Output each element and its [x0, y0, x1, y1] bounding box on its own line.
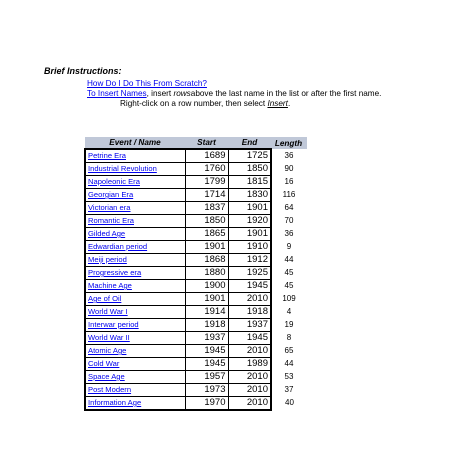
length-cell[interactable]: 116 — [282, 190, 296, 199]
start-cell[interactable]: 1945 — [185, 358, 228, 371]
header-start[interactable]: Start — [185, 137, 228, 149]
start-cell[interactable]: 1937 — [185, 332, 228, 345]
table-row — [85, 202, 307, 215]
event-name-link[interactable]: Edwardian period — [88, 242, 148, 251]
end-cell[interactable]: 1945 — [228, 332, 271, 345]
table-row — [85, 189, 307, 202]
event-name-cell[interactable] — [85, 345, 185, 358]
table-row — [85, 319, 307, 332]
length-cell[interactable]: 40 — [285, 398, 294, 408]
event-name-cell[interactable] — [85, 371, 185, 384]
table-row — [85, 163, 307, 176]
length-cell[interactable]: 8 — [286, 333, 292, 342]
length-cell[interactable]: 16 — [284, 177, 294, 186]
end-cell[interactable]: 1920 — [228, 215, 271, 228]
table-row — [85, 254, 307, 267]
event-name-link[interactable]: Age of Oil — [88, 294, 122, 303]
length-cell[interactable]: 36 — [284, 229, 294, 238]
length-cell[interactable]: 90 — [284, 164, 294, 173]
end-cell[interactable]: 2010 — [228, 345, 271, 358]
event-name-link[interactable]: Space Age — [88, 372, 125, 381]
event-name-cell[interactable] — [85, 397, 185, 411]
length-cell[interactable]: 19 — [284, 320, 294, 329]
start-cell[interactable]: 1760 — [185, 163, 228, 176]
table-row — [85, 371, 307, 384]
end-cell[interactable]: 1925 — [228, 267, 271, 280]
scratch-help-link[interactable]: How Do I Do This From Scratch? — [87, 79, 207, 88]
event-name-cell[interactable] — [85, 332, 185, 345]
start-cell[interactable]: 1945 — [185, 345, 228, 358]
end-cell[interactable]: 2010 — [228, 371, 271, 384]
table-row — [85, 293, 307, 306]
event-name-link[interactable]: Information Age — [88, 398, 142, 407]
event-name-link[interactable]: Industrial Revolution — [88, 164, 157, 173]
event-name-link[interactable]: Victorian era — [88, 203, 131, 212]
table-row — [85, 215, 307, 228]
table-row — [85, 397, 307, 411]
instructions-text: Right-click on a row number, then select — [120, 99, 268, 108]
table-row — [85, 306, 307, 319]
event-name-link[interactable]: Petrine Era — [88, 151, 126, 160]
instructions-line-2 — [87, 89, 381, 98]
start-cell[interactable]: 1970 — [185, 397, 228, 411]
event-name-cell[interactable] — [85, 149, 185, 163]
length-cell[interactable]: 109 — [282, 294, 296, 303]
start-cell[interactable]: 1837 — [185, 202, 228, 215]
start-cell[interactable]: 1880 — [185, 267, 228, 280]
instructions-text: above the last name in the list or after the first name. — [190, 89, 382, 98]
table-row — [85, 358, 307, 371]
event-name-cell[interactable] — [85, 202, 185, 215]
instructions-line-1 — [87, 79, 207, 88]
length-cell[interactable]: 4 — [286, 307, 292, 316]
table-row — [85, 332, 307, 345]
event-name-cell[interactable] — [85, 176, 185, 189]
start-cell[interactable]: 1973 — [185, 384, 228, 397]
length-cell[interactable]: 37 — [284, 385, 294, 394]
event-name-cell[interactable] — [85, 241, 185, 254]
start-cell[interactable]: 1914 — [185, 306, 228, 319]
end-cell[interactable]: 1937 — [228, 319, 271, 332]
end-cell[interactable]: 1901 — [228, 228, 271, 241]
event-name-cell[interactable] — [85, 280, 185, 293]
header-end[interactable]: End — [228, 137, 271, 149]
event-name-cell[interactable] — [85, 267, 185, 280]
end-cell[interactable]: 1901 — [228, 202, 271, 215]
event-name-link[interactable]: Atomic Age — [88, 346, 127, 355]
event-name-cell[interactable] — [85, 228, 185, 241]
length-cell[interactable]: 65 — [284, 346, 294, 355]
start-cell[interactable]: 1957 — [185, 371, 228, 384]
end-cell[interactable]: 1945 — [228, 280, 271, 293]
instructions-line-3 — [120, 99, 290, 108]
event-name-link[interactable]: Gilded Age — [88, 229, 126, 238]
rows-emphasis: rows — [173, 89, 191, 98]
end-cell[interactable]: 1989 — [228, 358, 271, 371]
length-cell[interactable]: 36 — [284, 150, 294, 160]
table-body — [85, 149, 307, 410]
end-cell[interactable]: 1912 — [228, 254, 271, 267]
length-cell[interactable]: 70 — [284, 216, 294, 225]
event-name-cell[interactable] — [85, 163, 185, 176]
length-cell[interactable]: 44 — [284, 255, 294, 264]
event-name-link[interactable]: Meiji period — [88, 255, 127, 264]
event-name-cell[interactable] — [85, 319, 185, 332]
length-cell[interactable]: 45 — [284, 281, 294, 290]
instructions-text: , insert — [146, 89, 174, 98]
start-cell[interactable]: 1714 — [185, 189, 228, 202]
length-cell[interactable]: 64 — [284, 203, 294, 212]
start-cell[interactable]: 1900 — [185, 280, 228, 293]
event-name-cell[interactable] — [85, 189, 185, 202]
instructions-text: . — [287, 99, 291, 108]
event-name-link[interactable]: Machine Age — [88, 281, 132, 290]
table-row — [85, 345, 307, 358]
table-row — [85, 384, 307, 397]
periods-table — [84, 137, 308, 411]
event-name-cell[interactable] — [85, 384, 185, 397]
table-row — [85, 228, 307, 241]
event-name-cell[interactable] — [85, 306, 185, 319]
start-cell[interactable]: 1918 — [185, 319, 228, 332]
event-name-link[interactable]: World War I — [88, 307, 128, 316]
end-cell[interactable]: 1918 — [228, 306, 271, 319]
length-cell[interactable]: 9 — [286, 242, 292, 251]
length-cell[interactable]: 45 — [284, 268, 294, 277]
end-cell[interactable]: 1910 — [228, 241, 271, 254]
header-length[interactable]: Length — [271, 137, 307, 149]
event-name-link[interactable]: Romantic Era — [88, 216, 135, 225]
length-cell[interactable]: 44 — [284, 359, 294, 368]
start-cell[interactable]: 1689 — [185, 149, 228, 163]
end-cell[interactable]: 2010 — [228, 293, 271, 306]
event-name-link[interactable]: Georgian Era — [88, 190, 134, 199]
start-cell[interactable]: 1901 — [185, 293, 228, 306]
table-row — [85, 241, 307, 254]
table-row — [85, 280, 307, 293]
event-name-cell[interactable] — [85, 254, 185, 267]
end-cell[interactable]: 1830 — [228, 189, 271, 202]
start-cell[interactable]: 1901 — [185, 241, 228, 254]
end-cell[interactable]: 2010 — [228, 384, 271, 397]
event-name-link[interactable]: Cold War — [88, 359, 120, 368]
table-header-row — [85, 137, 307, 149]
start-cell[interactable]: 1868 — [185, 254, 228, 267]
event-name-cell[interactable] — [85, 293, 185, 306]
start-cell[interactable]: 1799 — [185, 176, 228, 189]
event-name-link[interactable]: Progressive era — [88, 268, 142, 277]
end-cell[interactable]: 1815 — [228, 176, 271, 189]
table-row — [85, 149, 307, 163]
event-name-link[interactable]: World War II — [88, 333, 130, 342]
event-name-cell[interactable] — [85, 358, 185, 371]
end-cell[interactable]: 2010 — [228, 397, 271, 411]
insert-names-link[interactable]: To Insert Names — [87, 89, 147, 98]
insert-emphasis: Insert — [267, 99, 288, 108]
start-cell[interactable]: 1865 — [185, 228, 228, 241]
event-name-link[interactable]: Interwar period — [88, 320, 139, 329]
length-cell[interactable]: 53 — [284, 372, 294, 381]
event-name-link[interactable]: Napoleonic Era — [88, 177, 140, 186]
instructions-heading: Brief Instructions: — [44, 66, 122, 76]
event-name-link[interactable]: Post Modern — [88, 385, 132, 394]
start-cell[interactable]: 1850 — [185, 215, 228, 228]
table-row — [85, 176, 307, 189]
end-cell[interactable]: 1850 — [228, 163, 271, 176]
event-name-cell[interactable] — [85, 215, 185, 228]
header-event[interactable]: Event / Name — [85, 137, 185, 149]
end-cell[interactable]: 1725 — [228, 149, 271, 163]
table-row — [85, 267, 307, 280]
